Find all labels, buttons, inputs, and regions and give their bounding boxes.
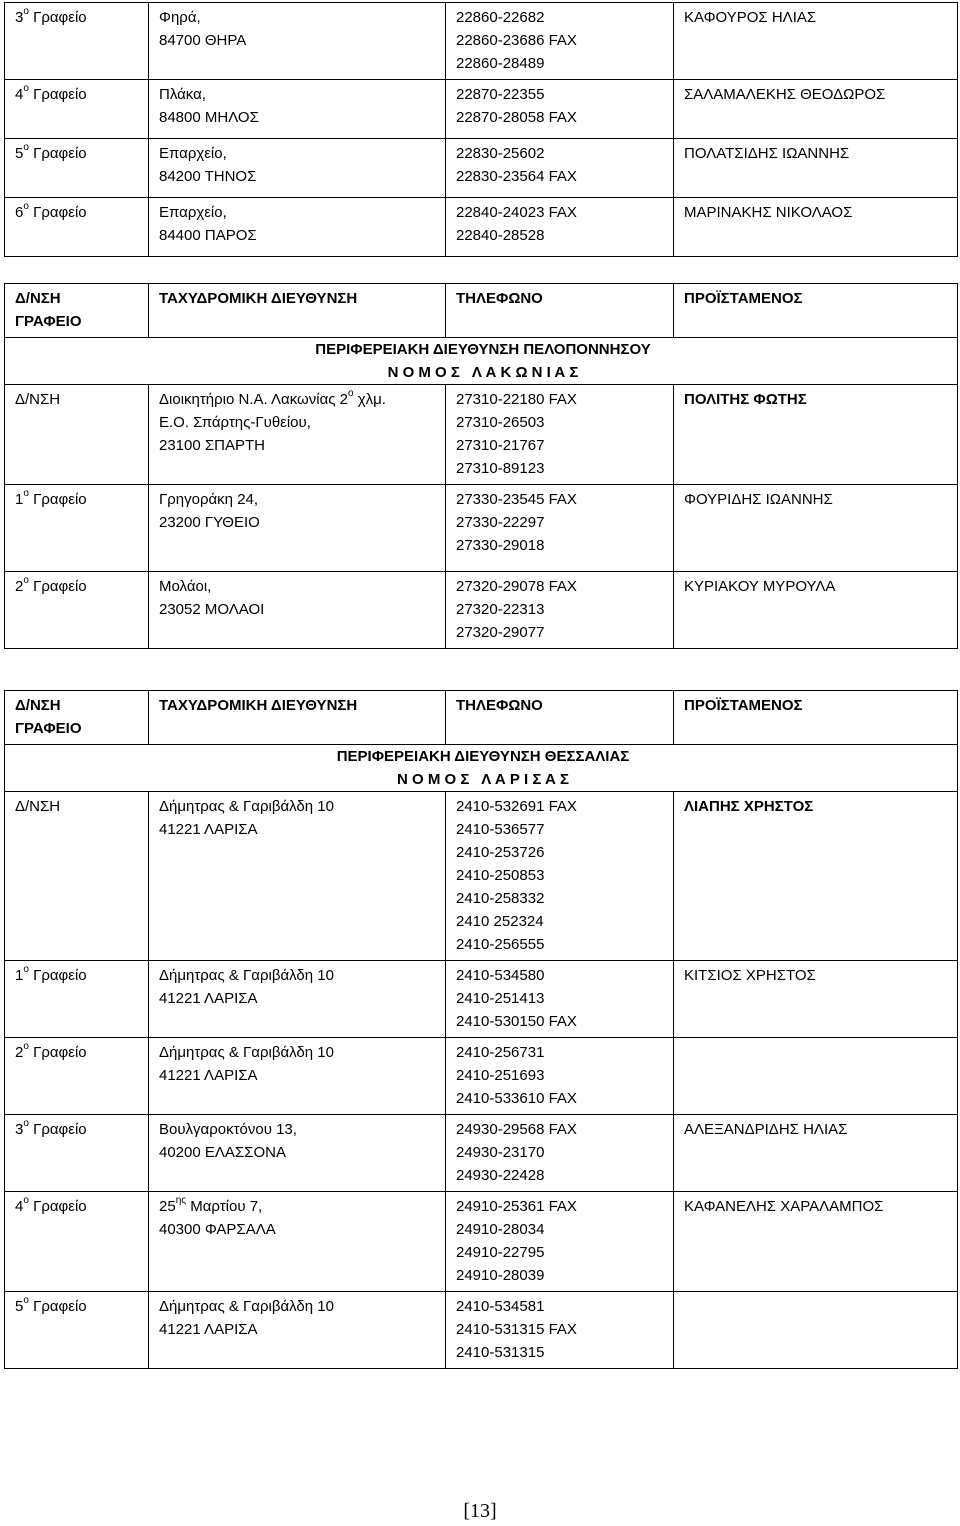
address-cell: Βουλγαροκτόνου 13, 40200 ΕΛΑΣΣΟΝΑ — [149, 1115, 446, 1192]
address-cell: Μολάοι, 23052 ΜΟΛΑΟΙ — [149, 572, 446, 649]
header-address: ΤΑΧΥΔΡΟΜΙΚΗ ΔΙΕΥΘΥΝΣΗ — [149, 691, 446, 745]
table-row — [5, 485, 958, 572]
header-row — [5, 691, 958, 745]
office-cell: $4^o$ Γραφείο — [5, 1192, 149, 1292]
office-cell: $5^o$ Γραφείο — [5, 1292, 149, 1369]
header-head: ΠΡΟΪΣΤΑΜΕΝΟΣ — [674, 284, 958, 338]
header-office: Δ/ΝΣΗ ΓΡΑΦΕΙΟ — [5, 284, 149, 338]
office-cell: $4^o$ Γραφείο — [5, 80, 149, 139]
head-cell: ΚΥΡΙΑΚΟΥ ΜΥΡΟΥΛΑ — [674, 572, 958, 649]
office-cell: $1^o$ Γραφείο — [5, 485, 149, 572]
address-cell: Διοικητήριο Ν.Α. Λακωνίας $2^o$ χλμ. Ε.Ο. Σπάρτης-Γυθείου, 23100 ΣΠΑΡΤΗ — [149, 385, 446, 485]
phone-cell: 22870-22355 22870-28058 FAX — [446, 80, 674, 139]
page-number: [13] — [463, 1500, 497, 1522]
address-cell: Πλάκα, 84800 ΜΗΛΟΣ — [149, 80, 446, 139]
larisa-table — [4, 690, 958, 1369]
head-cell: ΦΟΥΡΙΔΗΣ ΙΩΑΝΝΗΣ — [674, 485, 958, 572]
address-cell: $25^{\eta\varsigma}$ Μαρτίου 7, 40300 ΦΑΡΣΑΛΑ — [149, 1192, 446, 1292]
office-cell: Δ/ΝΣΗ — [5, 385, 149, 485]
address-cell: Επαρχείο, 84400 ΠΑΡΟΣ — [149, 198, 446, 257]
address-cell: Δήμητρας & Γαριβάλδη 10 41221 ΛΑΡΙΣΑ — [149, 961, 446, 1038]
phone-cell: 27330-23545 FAX 27330-22297 27330-29018 — [446, 485, 674, 572]
phone-cell: 27310-22180 FAX 27310-26503 27310-21767 27310-89123 — [446, 385, 674, 485]
office-cell: $5^o$ Γραφείο — [5, 139, 149, 198]
table-row — [5, 139, 958, 198]
address-cell: Φηρά, 84700 ΘΗΡΑ — [149, 3, 446, 80]
phone-cell: 2410-534580 2410-251413 2410-530150 FAX — [446, 961, 674, 1038]
address-cell: Δήμητρας & Γαριβάλδη 10 41221 ΛΑΡΙΣΑ — [149, 1292, 446, 1369]
region-title: ΠΕΡΙΦΕΡΕΙΑΚΗ ΔΙΕΥΘΥΝΣΗ ΠΕΛΟΠΟΝΝΗΣΟΥ — [315, 341, 651, 358]
table-row — [5, 198, 958, 257]
head-cell: ΚΙΤΣΙΟΣ ΧΡΗΣΤΟΣ — [674, 961, 958, 1038]
head-cell — [674, 1292, 958, 1369]
phone-cell: 24910-25361 FAX 24910-28034 24910-22795 24910-28039 — [446, 1192, 674, 1292]
header-row — [5, 284, 958, 338]
region-heading — [5, 745, 958, 792]
table-row — [5, 1038, 958, 1115]
table-row — [5, 1192, 958, 1292]
table-row — [5, 792, 958, 961]
office-cell: $3^o$ Γραφείο — [5, 1115, 149, 1192]
region-row — [5, 745, 958, 792]
office-cell: $3^o$ Γραφείο — [5, 3, 149, 80]
table-row — [5, 961, 958, 1038]
head-cell: ΜΑΡΙΝΑΚΗΣ ΝΙΚΟΛΑΟΣ — [674, 198, 958, 257]
address-cell: Γρηγοράκη 24, 23200 ΓΥΘΕΙΟ — [149, 485, 446, 572]
address-cell: Επαρχείο, 84200 ΤΗΝΟΣ — [149, 139, 446, 198]
phone-cell: 27320-29078 FAX 27320-22313 27320-29077 — [446, 572, 674, 649]
region-heading — [5, 338, 958, 385]
head-cell: ΑΛΕΞΑΝΔΡΙΔΗΣ ΗΛΙΑΣ — [674, 1115, 958, 1192]
head-cell: ΛΙΑΠΗΣ ΧΡΗΣΤΟΣ — [674, 792, 958, 961]
address-cell: Δήμητρας & Γαριβάλδη 10 41221 ΛΑΡΙΣΑ — [149, 1038, 446, 1115]
header-head: ΠΡΟΪΣΤΑΜΕΝΟΣ — [674, 691, 958, 745]
office-cell: Δ/ΝΣΗ — [5, 792, 149, 961]
office-cell: $2^o$ Γραφείο — [5, 572, 149, 649]
table-row — [5, 385, 958, 485]
address-cell: Δήμητρας & Γαριβάλδη 10 41221 ΛΑΡΙΣΑ — [149, 792, 446, 961]
header-address: ΤΑΧΥΔΡΟΜΙΚΗ ΔΙΕΥΘΥΝΣΗ — [149, 284, 446, 338]
head-cell — [674, 1038, 958, 1115]
lakonia-table — [4, 283, 958, 649]
table-row — [5, 3, 958, 80]
phone-cell: 22860-22682 22860-23686 FAX 22860-28489 — [446, 3, 674, 80]
phone-cell: 22840-24023 FAX 22840-28528 — [446, 198, 674, 257]
office-cell: $1^o$ Γραφείο — [5, 961, 149, 1038]
region-row — [5, 338, 958, 385]
cyclades-table — [4, 2, 958, 257]
phone-cell: 2410-256731 2410-251693 2410-533610 FAX — [446, 1038, 674, 1115]
head-cell: ΠΟΛΙΤΗΣ ΦΩΤΗΣ — [674, 385, 958, 485]
prefecture-title: Ν Ο Μ Ο Σ Λ Α Ρ Ι Σ Α Σ — [396, 771, 570, 788]
table-row — [5, 80, 958, 139]
office-cell: $2^o$ Γραφείο — [5, 1038, 149, 1115]
head-cell: ΣΑΛΑΜΑΛΕΚΗΣ ΘΕΟΔΩΡΟΣ — [674, 80, 958, 139]
phone-cell: 2410-534581 2410-531315 FAX 2410-531315 — [446, 1292, 674, 1369]
table-row — [5, 572, 958, 649]
phone-cell: 2410-532691 FAX 2410-536577 2410-253726 2410-250853 2410-258332 2410 252324 2410-256555 — [446, 792, 674, 961]
header-phone: ΤΗΛΕΦΩΝΟ — [446, 284, 674, 338]
table-row — [5, 1292, 958, 1369]
head-cell: ΚΑΦΟΥΡΟΣ ΗΛΙΑΣ — [674, 3, 958, 80]
prefecture-title: Ν Ο Μ Ο Σ Λ Α Κ Ω Ν Ι Α Σ — [387, 364, 579, 381]
header-office: Δ/ΝΣΗ ΓΡΑΦΕΙΟ — [5, 691, 149, 745]
head-cell: ΚΑΦΑΝΕΛΗΣ ΧΑΡΑΛΑΜΠΟΣ — [674, 1192, 958, 1292]
header-phone: ΤΗΛΕΦΩΝΟ — [446, 691, 674, 745]
table-row — [5, 1115, 958, 1192]
head-cell: ΠΟΛΑΤΣΙΔΗΣ ΙΩΑΝΝΗΣ — [674, 139, 958, 198]
region-title: ΠΕΡΙΦΕΡΕΙΑΚΗ ΔΙΕΥΘΥΝΣΗ ΘΕΣΣΑΛΙΑΣ — [336, 748, 630, 765]
phone-cell: 22830-25602 22830-23564 FAX — [446, 139, 674, 198]
phone-cell: 24930-29568 FAX 24930-23170 24930-22428 — [446, 1115, 674, 1192]
office-cell: $6^o$ Γραφείο — [5, 198, 149, 257]
